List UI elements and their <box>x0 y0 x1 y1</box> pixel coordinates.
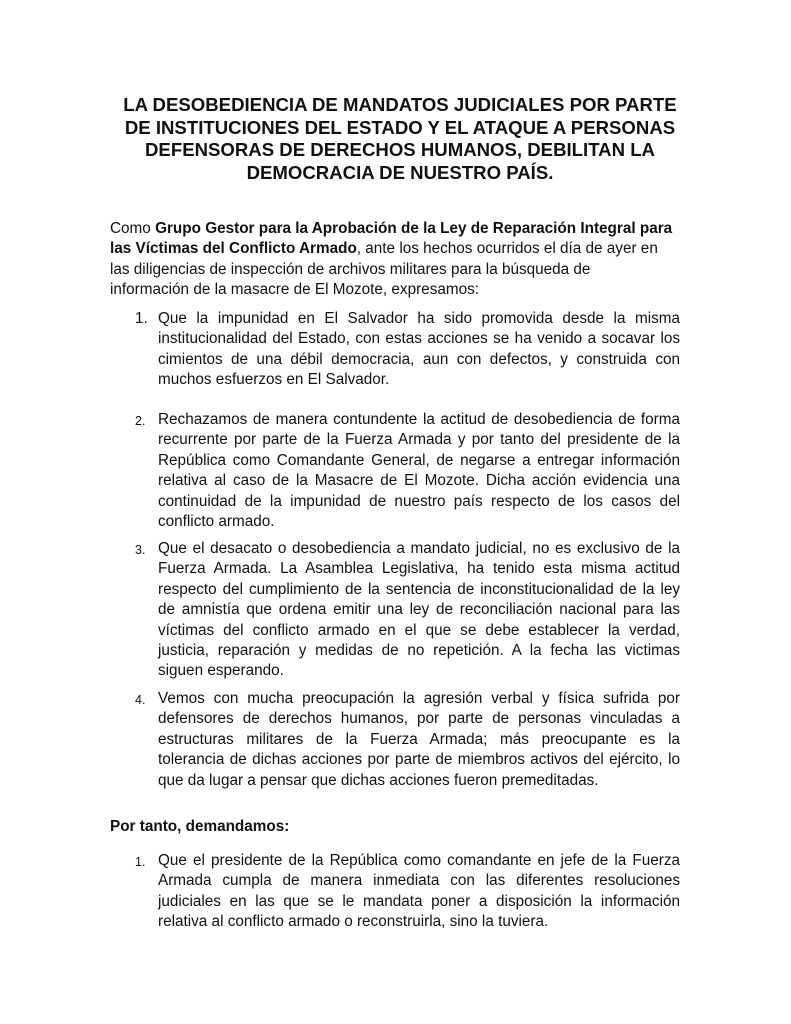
text-line: continuidad de la impunidad de nuestro país respecto de los casos del <box>158 492 680 510</box>
intro-text: , ante los hechos ocurridos el día de ayer en <box>356 240 658 258</box>
text-line: conflicto armado. <box>158 513 275 531</box>
list-item-text <box>158 309 680 391</box>
text-line: que da lugar a pensar que dichas acciones fueron premeditadas. <box>158 771 599 789</box>
text-line: recurrente por parte de la Fuerza Armada y por tanto del presidente de la <box>158 431 680 449</box>
text-line: defensores de derechos humanos, por parte de personas vinculadas a <box>158 710 680 728</box>
intro-prefix: Como <box>110 220 156 237</box>
text-line: siguen esperando. <box>158 662 284 680</box>
list-number: 4. <box>135 693 146 707</box>
text-line: Que el presidente de la República como comandante en jefe de la Fuerza <box>158 852 680 869</box>
document-title <box>110 94 690 184</box>
text-line: Armada cumpla de manera inmediata con las diferentes resoluciones <box>158 872 680 890</box>
list-number: 1. <box>135 855 146 869</box>
text-line: institucionalidad del Estado, con estas acciones se ha venido a socavar los <box>158 330 680 348</box>
list-number: 3. <box>135 543 146 557</box>
text-line: relativa al caso de la Masacre de El Mozote. Dicha acción evidencia una <box>158 472 680 490</box>
text-line: tolerancia de dichas acciones por parte de miembros activos del ejército, lo <box>158 751 680 769</box>
text-line: República como Comandante General, de negarse a entregar información <box>158 451 680 469</box>
list-number: 2. <box>135 414 146 428</box>
list-item-text <box>158 539 680 682</box>
title-line: DEFENSORAS DE DERECHOS HUMANOS, DEBILITAN LA <box>145 139 655 160</box>
text-line: relativa al conflicto armado o reconstruirla, sino la tuviera. <box>158 913 549 931</box>
text-line: Rechazamos de manera contundente la actitud de desobediencia de forma <box>158 411 680 428</box>
text-line: Que el desacato o desobediencia a mandato judicial, no es exclusivo de la <box>158 540 680 557</box>
intro-paragraph <box>110 219 690 301</box>
list-item-text <box>158 689 680 791</box>
intro-line <box>110 219 690 239</box>
text-line: muchos esfuerzos en El Salvador. <box>158 371 390 389</box>
list-number: 1. <box>135 310 148 327</box>
intro-line <box>110 239 690 259</box>
list-item-demand-1 <box>135 851 680 933</box>
text-line: de amnistía que ordena emitir una ley de reconciliación nacional para las <box>158 601 680 619</box>
demands-heading: Por tanto, demandamos: <box>110 818 290 835</box>
text-line: justicia, reparación y medidas de no repetición. A la fecha las victimas <box>158 642 680 660</box>
title-line: DEMOCRACIA DE NUESTRO PAÍS. <box>246 161 554 183</box>
intro-line: las diligencias de inspección de archivos militares para la búsqueda de <box>110 260 591 278</box>
text-line: cimientos de una débil democracia, aun con defectos, y construida con <box>158 350 680 368</box>
text-line: respecto del cumplimiento de la sentencia de inconstitucionalidad de la ley <box>158 580 680 598</box>
group-name-bold: las Víctimas del Conflicto Armado <box>110 240 357 258</box>
title-line: DE INSTITUCIONES DEL ESTADO Y EL ATAQUE A PERSONAS <box>124 116 676 138</box>
list-item-text <box>158 410 680 532</box>
list-item-point-1 <box>135 309 680 391</box>
list-item-point-2 <box>135 410 680 532</box>
text-line: Que la impunidad en El Salvador ha sido promovida desde la misma <box>158 310 680 327</box>
group-name-bold: Grupo Gestor para la Aprobación de la Ley de Reparación Integral para <box>155 220 673 237</box>
text-line: judiciales en las que se le mandata poner a disposición la información <box>158 892 680 910</box>
text-line: víctimas del conflicto armado en el que se debe establecer la verdad, <box>158 621 680 639</box>
text-line: estructuras militares de la Fuerza Armada; más preocupante es la <box>158 730 680 748</box>
text-line: Vemos con mucha preocupación la agresión verbal y física sufrida por <box>158 690 680 707</box>
intro-line: información de la masacre de El Mozote, expresamos: <box>110 281 479 299</box>
list-item-point-4 <box>135 689 680 791</box>
list-item-point-3 <box>135 539 680 682</box>
list-item-text <box>158 851 680 933</box>
title-line: LA DESOBEDIENCIA DE MANDATOS JUDICIALES POR PARTE <box>123 94 677 115</box>
text-line: Fuerza Armada. La Asamblea Legislativa, ha tenido esta misma actitud <box>158 560 680 578</box>
